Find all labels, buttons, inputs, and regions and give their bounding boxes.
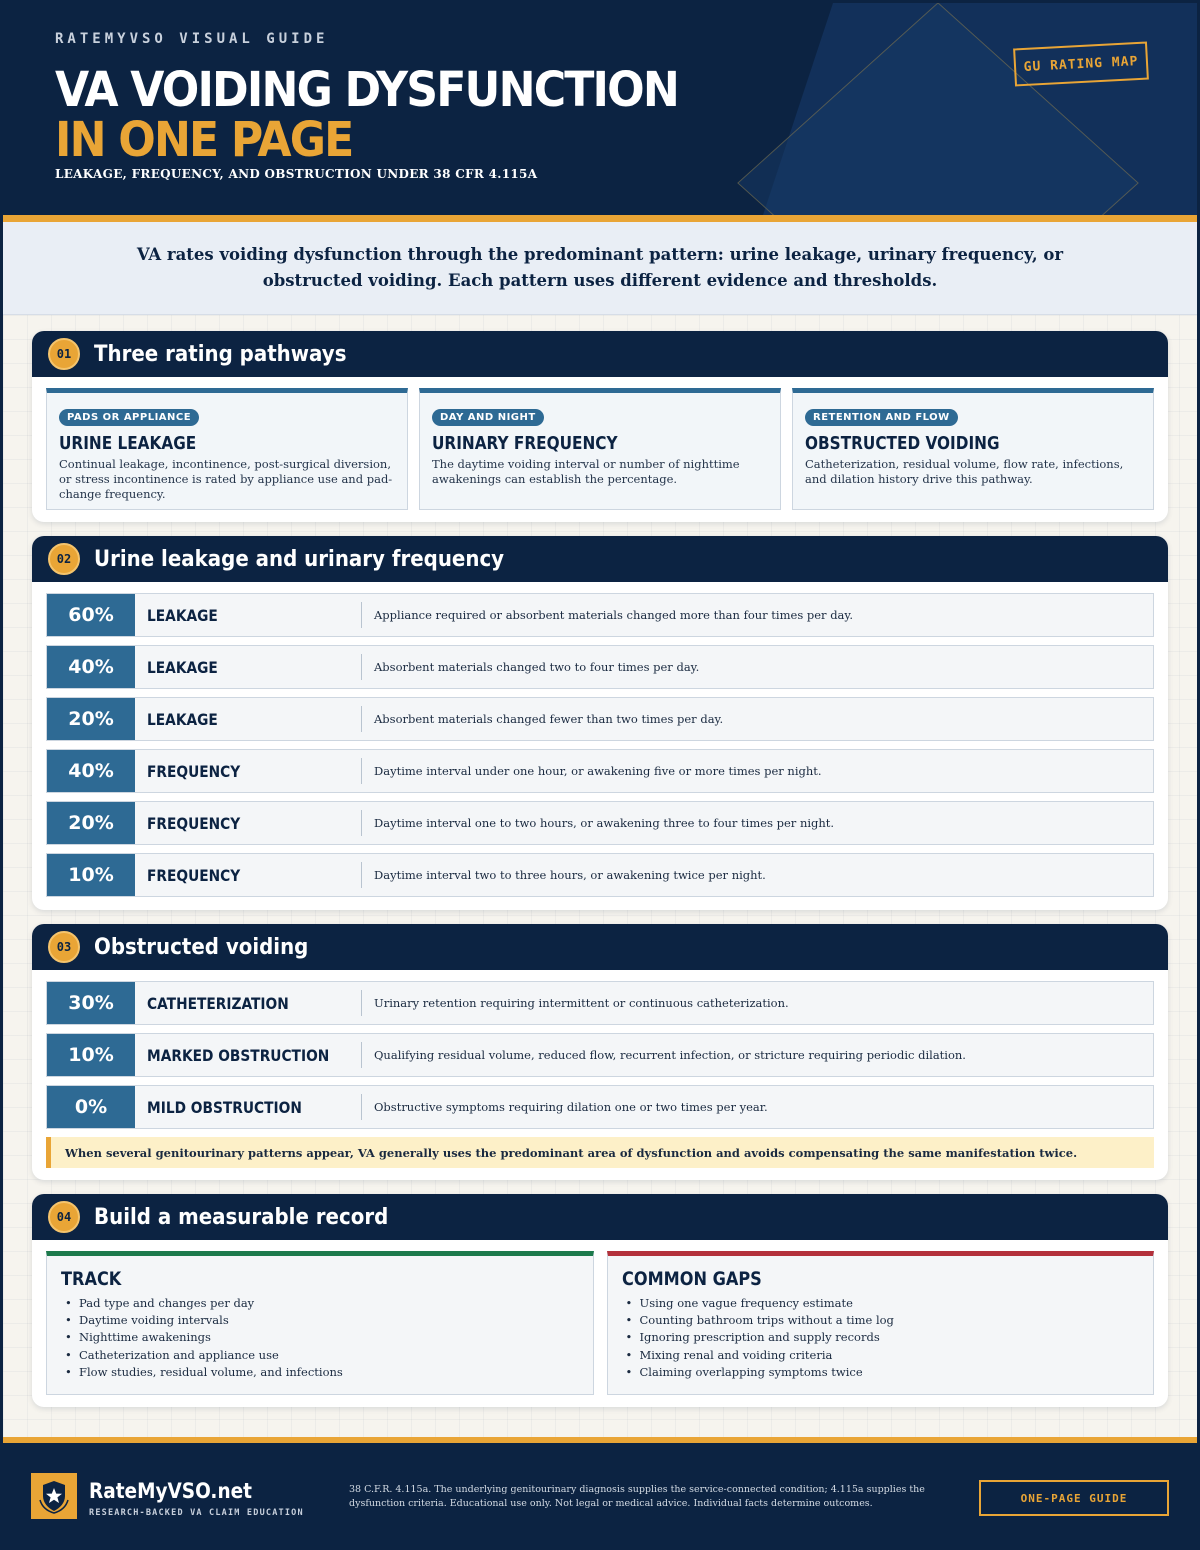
section-number: 02 [48,543,80,575]
rating-percent: 10% [47,1034,135,1076]
section-obstructed-voiding [32,924,1168,1180]
rating-category: MARKED OBSTRUCTION [147,1045,330,1065]
section-measurable-record [32,1194,1168,1407]
section-title: Urine leakage and urinary frequency [94,546,505,572]
pathway-card-obstructed [792,388,1154,510]
card-text: Continual leakage, incontinence, post-surgical diversion, or stress incontinence is rated by appliance use and pad-change frequency. [59,457,393,501]
section-rating-pathways [32,331,1168,522]
brand-tagline: RESEARCH-BACKED VA CLAIM EDUCATION [89,1508,304,1518]
rating-percent: 20% [47,698,135,740]
rating-row [46,645,1154,689]
rating-row [46,981,1154,1025]
list-item: • Nighttime awakenings [65,1329,579,1346]
rating-percent: 60% [47,594,135,636]
rating-criteria: Daytime interval two to three hours, or awakening twice per night. [374,868,766,882]
card-text: The daytime voiding interval or number of nighttime awakenings can establish the percentage. [432,457,740,486]
gu-rating-map-stamp: GU RATING MAP [1013,42,1149,87]
rating-criteria: Daytime interval one to two hours, or awakening three to four times per night. [374,816,835,830]
rating-category: LEAKAGE [147,605,218,625]
common-gaps-list [607,1251,1155,1395]
list-item: • Flow studies, residual volume, and infections [65,1364,579,1381]
star-shield-icon [31,1473,77,1519]
header-gold-rule [3,215,1197,222]
card-title: URINARY FREQUENCY [432,433,618,454]
rating-category: LEAKAGE [147,709,218,729]
track-title: TRACK [61,1268,122,1290]
rating-row [46,697,1154,741]
rating-category: FREQUENCY [147,865,241,885]
eyebrow: RATEMYVSO VISUAL GUIDE [55,31,329,47]
pathway-card-leakage [46,388,408,510]
pathway-card-frequency [419,388,781,510]
predominant-pattern-note: When several genitourinary patterns appear, VA generally uses the predominant area of dysfunction and avoids compensating the same manifestation twice. [46,1137,1154,1168]
list-item: • Daytime voiding intervals [65,1312,579,1329]
common-gaps-title: COMMON GAPS [621,1268,762,1290]
brand-name: RateMyVSO.net [89,1479,252,1503]
rating-criteria: Urinary retention requiring intermittent or continuous catheterization. [374,996,789,1010]
list-item: • Pad type and changes per day [65,1295,579,1312]
page [3,3,1197,1547]
list-item: • Claiming overlapping symptoms twice [626,1364,1140,1381]
page-title-line1: VA VOIDING DYSFUNCTION [55,62,678,118]
list-item: • Ignoring prescription and supply records [626,1329,1140,1346]
list-item: • Catheterization and appliance use [65,1347,579,1364]
page-subtitle: LEAKAGE, FREQUENCY, AND OBSTRUCTION UNDER 38 CFR 4.115A [55,167,538,181]
footer [3,1443,1197,1547]
footer-disclaimer: 38 C.F.R. 4.115a. The underlying genitourinary diagnosis supplies the service-connected condition; 4.115a supplies the dysfunction criteria. Educational use only. Not legal or medical advice. Individual facts determine outcomes. [349,1484,925,1509]
list-item: • Mixing renal and voiding criteria [626,1347,1140,1364]
rating-percent: 20% [47,802,135,844]
rating-criteria: Qualifying residual volume, reduced flow, recurrent infection, or stricture requiring periodic dilation. [374,1048,966,1062]
track-list [46,1251,594,1395]
rating-criteria: Daytime interval under one hour, or awakening five or more times per night. [374,764,822,778]
rating-percent: 30% [47,982,135,1024]
rating-row [46,593,1154,637]
one-page-guide-button[interactable]: ONE-PAGE GUIDE [979,1480,1169,1516]
section-leakage-frequency [32,536,1168,910]
section-number: 01 [48,338,80,370]
rating-category: LEAKAGE [147,657,218,677]
section-title: Three rating pathways [94,341,347,367]
rating-category: FREQUENCY [147,761,241,781]
rating-row [46,749,1154,793]
section-title: Build a measurable record [94,1204,389,1230]
card-tag: DAY AND NIGHT [432,409,544,426]
rating-category: FREQUENCY [147,813,241,833]
section-header [32,1194,1168,1240]
intro-summary: VA rates voiding dysfunction through the predominant pattern: urine leakage, urinary frequency, or obstructed voiding. Each pattern uses different evidence and thresholds. [3,222,1197,315]
section-title: Obstructed voiding [94,934,309,960]
list-item: • Counting bathroom trips without a time log [626,1312,1140,1329]
rating-row [46,853,1154,897]
header [3,3,1197,215]
list-item: • Using one vague frequency estimate [626,1295,1140,1312]
section-header [32,536,1168,582]
section-header [32,331,1168,377]
card-tag: PADS OR APPLIANCE [59,409,199,426]
rating-percent: 10% [47,854,135,896]
rating-row [46,1033,1154,1077]
section-header [32,924,1168,970]
rating-category: MILD OBSTRUCTION [147,1097,302,1117]
page-title-line2: IN ONE PAGE [55,112,353,168]
rating-percent: 40% [47,750,135,792]
rating-criteria: Obstructive symptoms requiring dilation one or two times per year. [374,1100,768,1114]
rating-row [46,1085,1154,1129]
rating-criteria: Appliance required or absorbent materials changed more than four times per day. [374,608,854,622]
card-title: URINE LEAKAGE [59,433,197,454]
rating-category: CATHETERIZATION [147,993,289,1013]
card-title: OBSTRUCTED VOIDING [805,433,1000,454]
rating-criteria: Absorbent materials changed fewer than two times per day. [374,712,724,726]
rating-row [46,801,1154,845]
card-text: Catheterization, residual volume, flow rate, infections, and dilation history drive this pathway. [805,457,1124,486]
rating-percent: 0% [47,1086,135,1128]
card-tag: RETENTION AND FLOW [805,409,958,426]
rating-criteria: Absorbent materials changed two to four times per day. [374,660,700,674]
section-number: 03 [48,931,80,963]
rating-percent: 40% [47,646,135,688]
section-number: 04 [48,1201,80,1233]
